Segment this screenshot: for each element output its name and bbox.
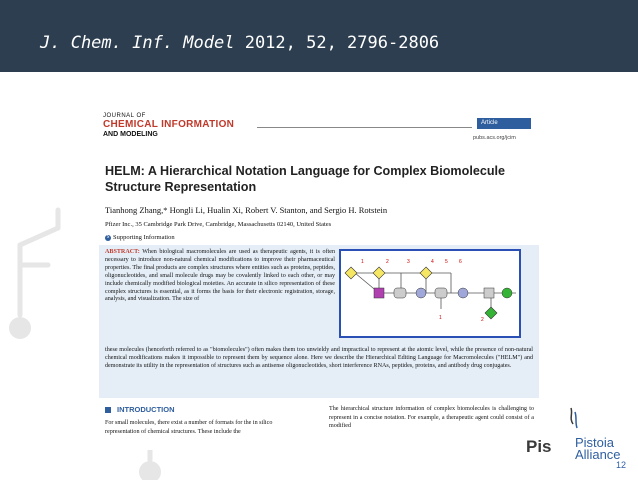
toc-node [485, 307, 497, 319]
toc-label: 4 [431, 259, 434, 265]
journal-line2: CHEMICAL INFORMATION [103, 119, 235, 130]
toc-node [345, 267, 357, 279]
paper-screenshot [97, 105, 541, 450]
slide-title-journal: J. Chem. Inf. Model [40, 33, 235, 53]
toc-label: 6 [459, 259, 462, 265]
article-url: pubs.acs.org/jcim [473, 135, 516, 141]
page-number: 12 [616, 460, 627, 470]
journal-rule [257, 127, 472, 128]
slide-title-citation: 2012, 52, 2796-2806 [234, 33, 440, 53]
toc-label: 1 [439, 315, 442, 321]
journal-logo [103, 113, 234, 138]
toc-label: 2 [386, 259, 389, 265]
logo-fragment: Pis [526, 437, 552, 456]
abstract-column-text: When biological macromolecules are used as therapeutic agents, it is often necessary to introduce non-natural chemical modifications to improve their pharmaceutical properties. The final products are complex structures where entities such as proteins, peptides, oligonucleotides, and small molecule drugs may be covalently linked to each other, or may include chemically modified biological moieties. An accurate in silico representation of these complex structures is essential, as it forms the basis for their electronic registration, storage, analysis, and visualization. The size of [105, 249, 335, 303]
slide-header [0, 0, 638, 72]
section-marker-icon [105, 407, 111, 413]
paper-title: HELM: A Hierarchical Notation Language for Complex Biomolecule Structure Representation [105, 164, 506, 194]
abstract-full-width: these molecules (henceforth referred to as "biomolecules") often makes them too unwieldy and impractical to represent at the atomic level, while the presence of non-natural chemical modifications makes it impossible to represent them by sequence alone. Here we describe the Hierarchical Editing Language for Macromolecules ("HELM") and demonstrate its utility in the representation of structures such as antisense oligonucleotides, short interference RNAs, peptides, proteins, and antibody drug conjugates. [105, 347, 533, 369]
toc-node [420, 267, 432, 279]
paper-authors: Tianhong Zhang,* Hongli Li, Hualin Xi, Robert V. Stanton, and Sergio H. Rotstein [105, 205, 388, 215]
toc-node [484, 288, 494, 298]
toc-node [416, 288, 426, 298]
abstract-column [105, 249, 335, 304]
toc-node [394, 288, 406, 298]
intro-left-column: For small molecules, there exist a number of formats for the in silico representation of chemical structures. These include the [105, 420, 273, 435]
article-badge: Article [477, 118, 531, 129]
supporting-info [105, 234, 175, 241]
helm-diagram [341, 251, 519, 336]
slide-title [40, 33, 439, 53]
abstract-label: ABSTRACT: [105, 249, 140, 255]
introduction-label: INTRODUCTION [117, 405, 175, 414]
toc-label: 5 [445, 259, 448, 265]
toc-graphic [339, 249, 521, 338]
abstract-box [99, 245, 539, 398]
toc-label: 2 [481, 317, 484, 323]
info-icon: S [106, 234, 110, 240]
toc-node [458, 288, 468, 298]
toc-label: 3 [407, 259, 410, 265]
supporting-info-label: Supporting Information [113, 234, 175, 241]
introduction-heading [105, 405, 175, 414]
toc-node [374, 288, 384, 298]
pistoia-logo-line1: Pistoia [575, 435, 615, 450]
toc-label: 1 [361, 259, 364, 265]
toc-node [502, 288, 512, 298]
toc-node [373, 267, 385, 279]
intro-right-column: The hierarchical structure information of complex biomolecules is challenging to represent in a concise notation. For example, a therapeutic agent could consist of a modified [329, 406, 534, 429]
toc-node [435, 288, 447, 298]
journal-line3: AND MODELING [103, 131, 158, 138]
journal-line1: JOURNAL OF [103, 113, 146, 119]
pistoia-logo-text [575, 437, 621, 461]
pistoia-logo-icon [565, 406, 585, 438]
paper-affiliation: Pfizer Inc., 35 Cambridge Park Drive, Cambridge, Massachusetts 02140, United States [105, 221, 332, 228]
pistoia-logo-line2: Alliance [575, 447, 621, 462]
